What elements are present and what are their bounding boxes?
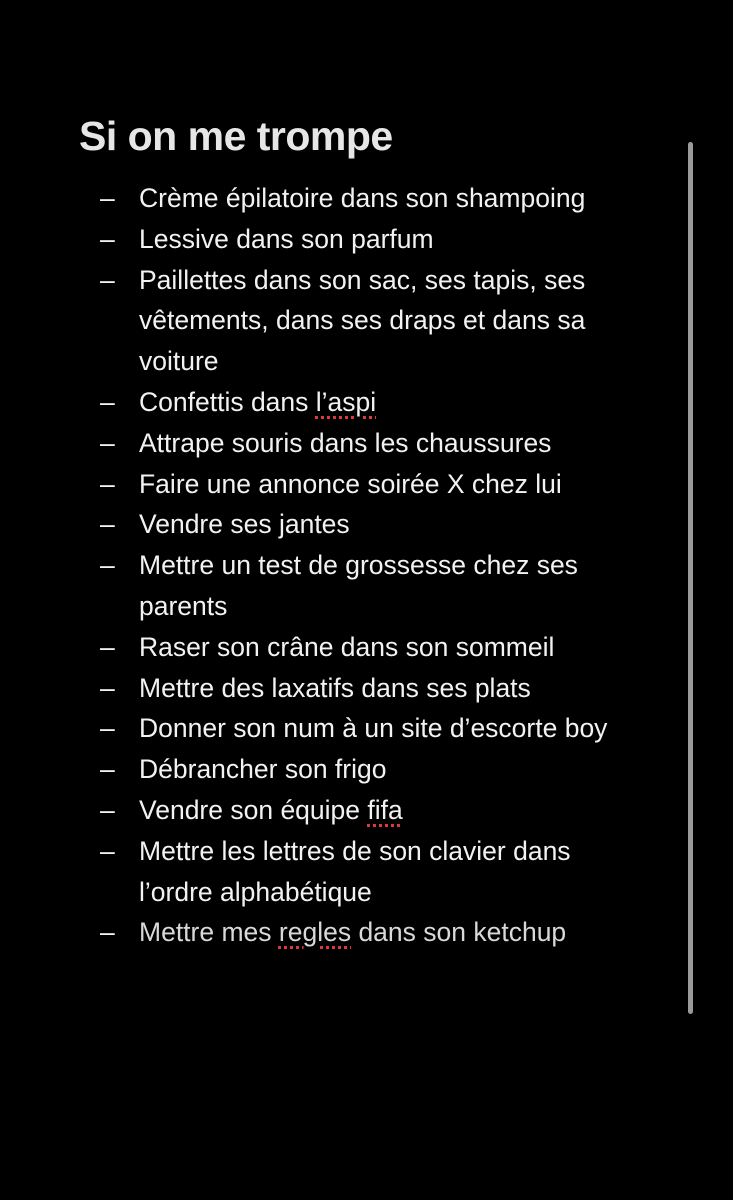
bullet-dash: – <box>100 264 115 295</box>
list-item-text: Donner son num à un site d’escorte boy <box>139 713 608 744</box>
list-item[interactable] <box>100 219 680 260</box>
list-item[interactable] <box>100 912 680 953</box>
list-item[interactable] <box>100 668 680 709</box>
list-item-text: Faire une annonce soirée X chez lui <box>139 468 562 499</box>
list-item-text-part: Mettre mes <box>139 917 279 948</box>
list-item[interactable] <box>100 423 680 464</box>
note-title[interactable]: Si on me trompe <box>79 113 393 159</box>
bullet-dash: – <box>100 754 115 785</box>
bullet-dash: – <box>100 427 115 458</box>
list-item[interactable] <box>100 260 680 382</box>
list-item[interactable] <box>100 749 680 790</box>
list-item[interactable] <box>100 504 680 545</box>
misspelled-word[interactable]: fifa <box>367 794 403 825</box>
bullet-dash: – <box>100 550 115 581</box>
list-item-text <box>139 795 403 825</box>
list-item-text <box>139 917 566 947</box>
list-item[interactable] <box>100 627 680 668</box>
list-item-text: Vendre ses jantes <box>139 509 350 540</box>
list-item-text-continued: vêtements, dans ses draps et dans sa <box>139 305 586 336</box>
list-item-text-part: Confettis dans <box>139 386 316 417</box>
bullet-dash: – <box>100 468 115 499</box>
bullet-dash: – <box>100 794 115 825</box>
list-item-text: Crème épilatoire dans son shampoing <box>139 183 586 213</box>
misspelled-word[interactable]: regles <box>278 917 352 948</box>
bullet-dash: – <box>100 631 115 662</box>
bullet-dash: – <box>100 835 115 866</box>
list-item-text-part: dans son ketchup <box>351 917 567 948</box>
list-item[interactable] <box>100 545 680 627</box>
list-item-text: Mettre les lettres de son clavier dans <box>139 835 571 866</box>
misspelled-word[interactable]: l’aspi <box>315 386 377 417</box>
list-item-text: Lessive dans son parfum <box>139 223 434 254</box>
list-item-text-part: Vendre son équipe <box>139 794 368 825</box>
list-item-text-continued: l’ordre alphabétique <box>139 876 372 907</box>
list-item[interactable] <box>100 790 680 831</box>
bullet-dash: – <box>100 672 115 703</box>
list-item-text-continued: voiture <box>139 346 219 377</box>
list-item[interactable] <box>100 831 680 913</box>
bullet-dash: – <box>100 223 115 254</box>
bullet-dash: – <box>100 713 115 744</box>
list-item-text: Attrape souris dans les chaussures <box>139 427 552 458</box>
list-item[interactable] <box>100 178 680 219</box>
bullet-dash: – <box>100 183 115 213</box>
bullet-dash: – <box>100 386 115 417</box>
list-item-text: Débrancher son frigo <box>139 754 387 785</box>
list-item[interactable] <box>100 382 680 423</box>
bullet-dash: – <box>100 509 115 540</box>
bullet-dash: – <box>100 917 115 948</box>
list-item[interactable] <box>100 708 680 749</box>
bullet-list <box>100 178 680 953</box>
list-item-text <box>139 387 376 417</box>
list-item-text: Mettre des laxatifs dans ses plats <box>139 672 531 703</box>
vertical-scrollbar[interactable] <box>688 142 693 1014</box>
list-item-text: Paillettes dans son sac, ses tapis, ses <box>139 264 586 295</box>
list-item-text: Mettre un test de grossesse chez ses <box>139 550 578 581</box>
list-item-text: Raser son crâne dans son sommeil <box>139 631 555 662</box>
list-item[interactable] <box>100 464 680 505</box>
list-item-text-continued: parents <box>139 590 228 621</box>
